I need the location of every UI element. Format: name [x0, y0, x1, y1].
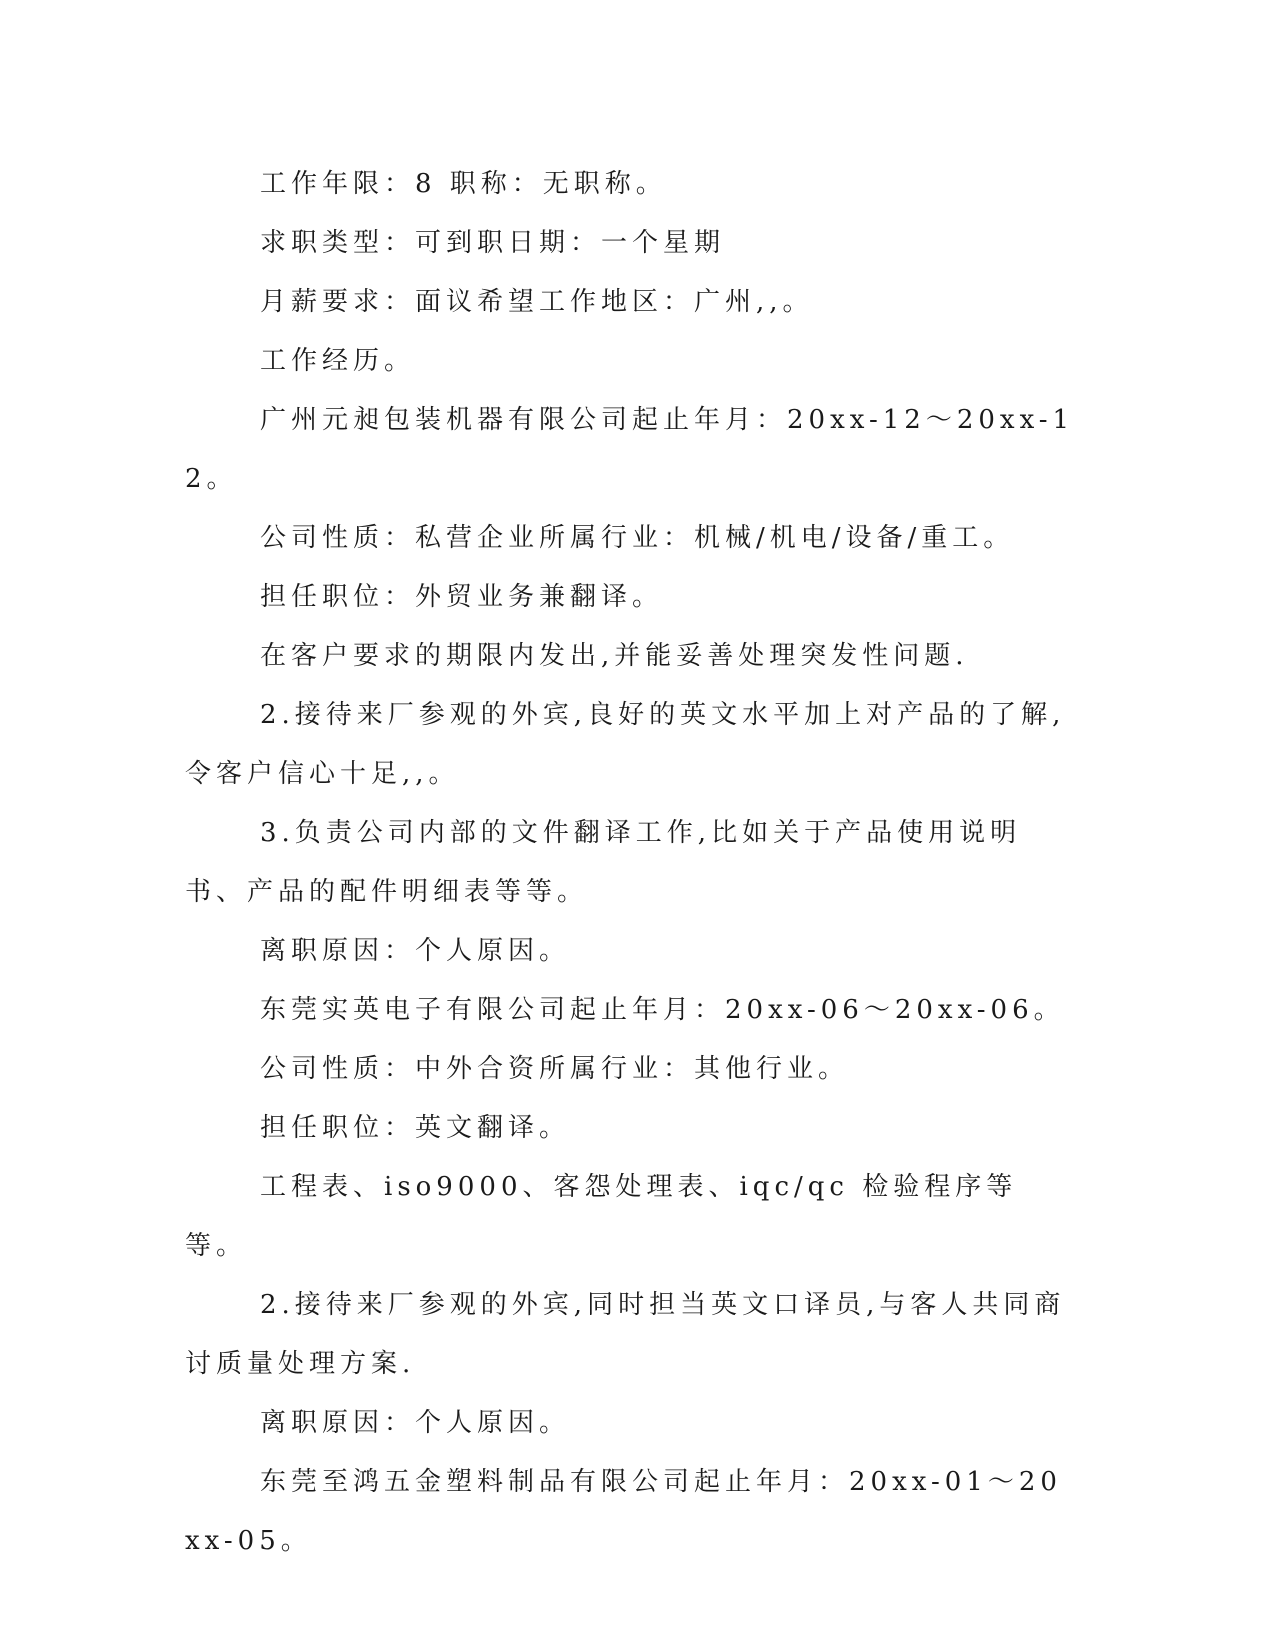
company-2-duty-2: 2.接待来厂参观的外宾,同时担当英文口译员,与客人共同商讨质量处理方案.: [185, 1290, 1066, 1379]
company-3-line: 东莞至鸿五金塑料制品有限公司起止年月：20xx-01～20xx-05。: [185, 1467, 1062, 1556]
company-1-position: 担任职位：外贸业务兼翻译。: [260, 582, 664, 612]
company-2-duty-1: 工程表、iso9000、客怨处理表、iqc/qc 检验程序等等。: [185, 1172, 1018, 1261]
company-1-nature: 公司性质：私营企业所属行业：机械/机电/设备/重工。: [260, 523, 1015, 553]
company-1-duty-2: 2.接待来厂参观的外宾,良好的英文水平加上对产品的了解,令客户信心十足,,。: [185, 700, 1066, 789]
company-1-duty-3: 3.负责公司内部的文件翻译工作,比如关于产品使用说明书、产品的配件明细表等等。: [185, 818, 1022, 907]
work-years-line: 工作年限：8 职称：无职称。: [260, 169, 667, 199]
document-body: [185, 155, 1075, 1571]
work-history-heading: 工作经历。: [260, 346, 416, 376]
company-2-leave-reason: 离职原因：个人原因。: [260, 1408, 571, 1438]
company-2-line: 东莞实英电子有限公司起止年月：20xx-06～20xx-06。: [260, 995, 1065, 1025]
job-type-line: 求职类型：可到职日期：一个星期: [260, 228, 726, 258]
salary-line: 月薪要求：面议希望工作地区：广州,,。: [260, 287, 814, 317]
company-2-nature: 公司性质：中外合资所属行业：其他行业。: [260, 1054, 850, 1084]
company-1-duty-1: 在客户要求的期限内发出,并能妥善处理突发性问题.: [260, 641, 969, 671]
company-1-line: 广州元昶包装机器有限公司起止年月：20xx-12～20xx-12。: [185, 405, 1075, 494]
company-2-position: 担任职位：英文翻译。: [260, 1113, 571, 1143]
company-1-leave-reason: 离职原因：个人原因。: [260, 936, 571, 966]
